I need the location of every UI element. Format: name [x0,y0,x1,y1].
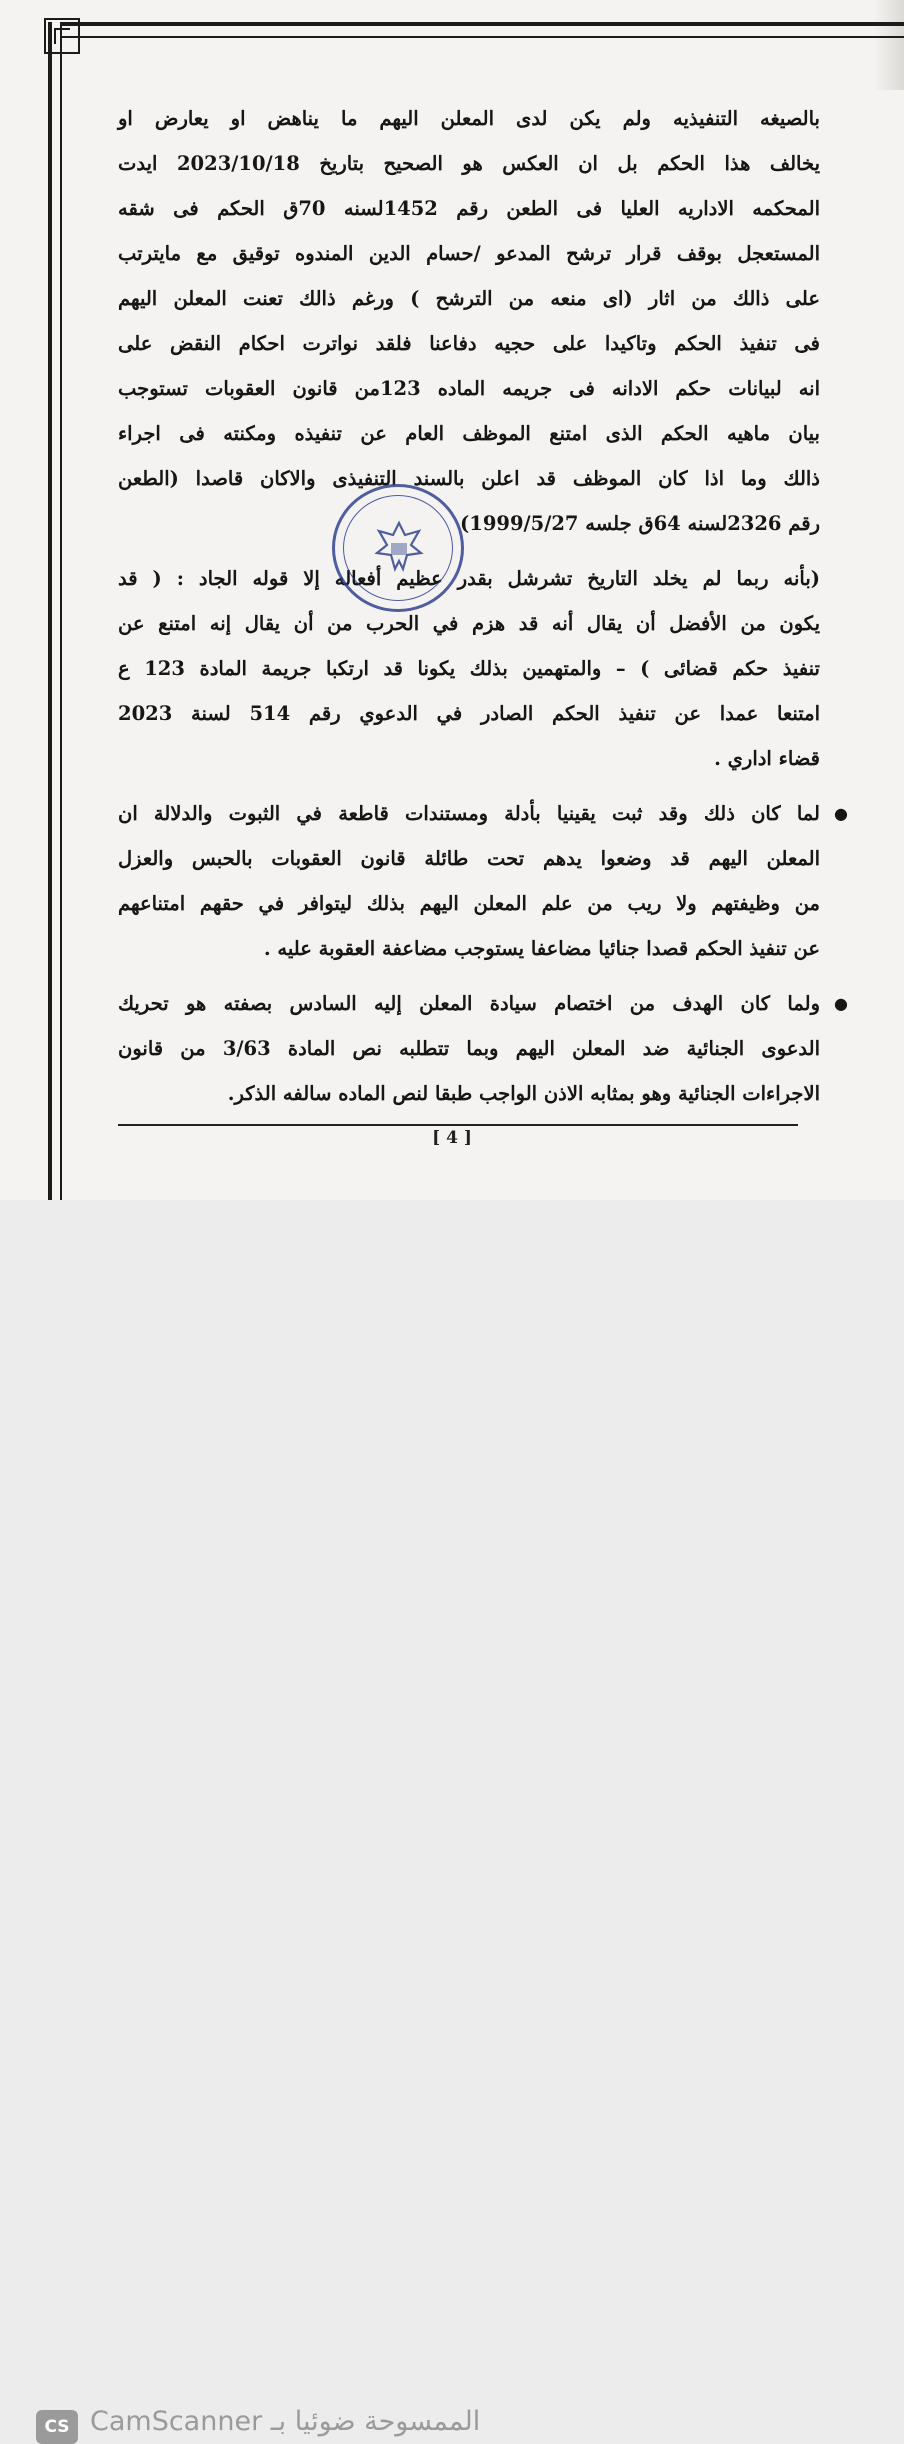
text-line: قضاء اداري . [714,747,820,770]
document-body [118,96,848,1116]
eagle-emblem-icon [369,517,429,579]
watermark-text: CamScanner الممسوحة ضوئيا بـ [90,2406,481,2437]
text-line: تنفيذ حكم قضائى ) – والمتهمين بذلك يكونا قد ارتكبا جريمة المادة 123 ع [118,657,820,680]
text-line-content: لما كان ذلك وقد ثبت يقينيا بأدلة ومستندات قاطعة في الثبوت والدلالة ان [118,802,820,825]
bullet-icon: ● [834,994,848,1013]
paragraph [118,96,820,546]
scanner-watermark [0,1200,904,2437]
text-line: (بأنه ربما لم يخلد التاريخ تشرشل بقدر عظيم أفعاله إلا قوله الجاد : ( قد [118,567,820,590]
text-line [118,981,848,1026]
text-line: امتنعا عمدا عن تنفيذ الحكم الصادر في الدعوي رقم 514 لسنة 2023 [118,702,820,725]
text-line: على ذالك من اثار (اى منعه من الترشح ) ورغم ذالك تعنت المعلن اليهم [118,287,820,310]
text-line: يكون من الأفضل أن يقال أنه قد هزم في الحرب من أن يقال إنه امتنع عن [118,612,820,635]
text-line: بالصيغه التنفيذيه ولم يكن لدى المعلن اليهم ما يناهض او يعارض او [118,107,820,130]
text-line: المستعجل بوقف قرار ترشح المدعو /حسام الدين المندوه توقيق مع مايترتب [118,242,820,265]
text-line: رقم 2326لسنه 64ق جلسه 1999/5/27) [460,512,820,535]
document-page [0,0,904,1200]
text-line-content: ولما كان الهدف من اختصام سيادة المعلن إليه السادس بصفته هو تحريك [118,992,820,1015]
page-number: [ 4 ] [432,1128,472,1148]
page-corner-shadow [874,0,904,90]
page-frame-left [48,22,62,1200]
page-frame-top [62,22,904,38]
text-line: عن تنفيذ الحكم قصدا جنائيا مضاعفا يستوجب مضاعفة العقوبة عليه . [263,937,820,960]
text-line: من وظيفتهم ولا ريب من علم المعلن اليهم بذلك ليتوافر في حقهم امتناعهم [118,892,820,915]
text-line: فى تنفيذ الحكم وتاكيدا على حجيه دفاعنا فلقد نواترت احكام النقض على [118,332,820,355]
bullet-paragraph [118,981,848,1116]
text-line: المحكمه الاداريه العليا فى الطعن رقم 1452لسنه 70ق الحكم فى شقه [118,197,820,220]
paragraph [118,556,820,781]
bullet-icon: ● [834,804,848,823]
text-line [118,791,848,836]
text-line: يخالف هذا الحكم بل ان العكس هو الصحيح بتاريخ 2023/10/18 ايدت [118,152,820,175]
official-stamp [332,484,464,612]
text-line: ذالك وما اذا كان الموظف قد اعلن بالسند التنفيذى والاكان قاصدا (الطعن [118,467,820,490]
text-line: بيان ماهيه الحكم الذى امتنع الموظف العام عن تنفيذه ومكنته فى اجراء [118,422,820,445]
text-line: الدعوى الجنائية ضد المعلن اليهم وبما تتطلبه نص المادة 3/63 من قانون [118,1037,820,1060]
page-frame-corner [44,18,80,54]
bullet-paragraph [118,791,848,971]
camscanner-logo-icon: CS [36,2410,78,2444]
text-line: الاجراءات الجنائية وهو بمثابه الاذن الواجب طبقا لنص الماده سالفه الذكر. [227,1082,820,1105]
footer-divider [118,1124,798,1126]
text-line: المعلن اليهم قد وضعوا يدهم تحت طائلة قانون العقوبات بالحبس والعزل [118,847,820,870]
text-line: انه لبيانات حكم الادانه فى جريمه الماده 123من قانون العقوبات تستوجب [118,377,820,400]
